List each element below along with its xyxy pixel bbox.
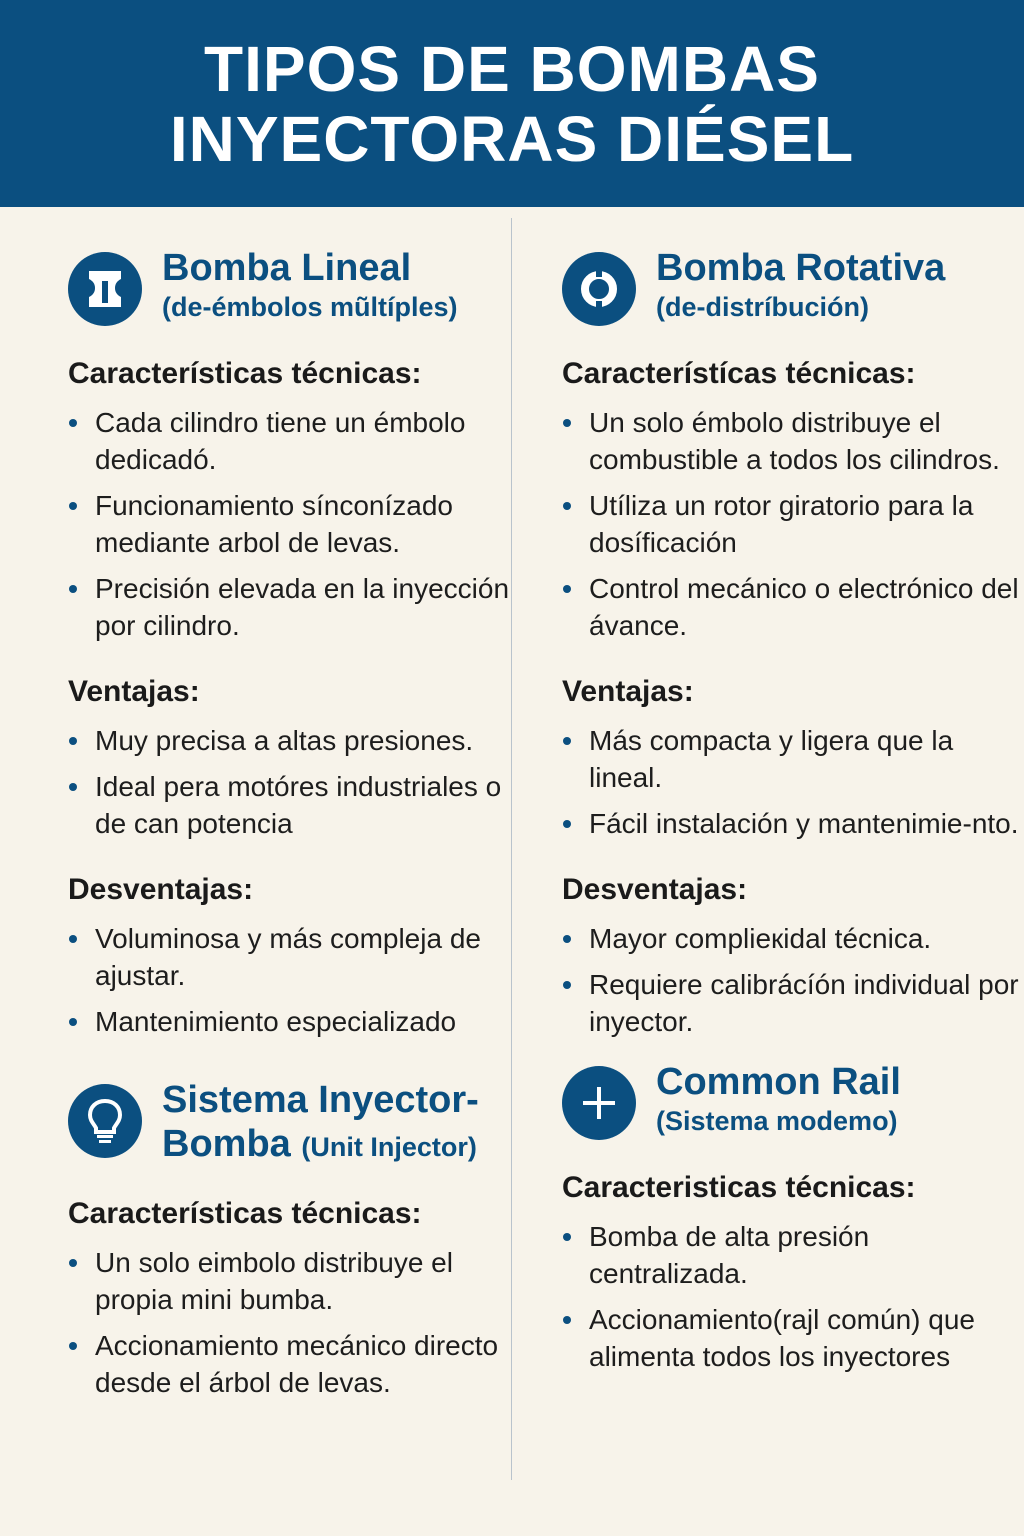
section-title-word: Bomba — [162, 1123, 291, 1165]
section-title: Bomba Rotativa — [656, 247, 946, 289]
section-header — [562, 246, 1022, 326]
caracteristicas-label: Característícas técnicas: — [562, 357, 916, 390]
desventajas-list — [68, 920, 528, 1040]
section-common-rail — [562, 1060, 1022, 1375]
pump-plunger-icon — [68, 252, 142, 326]
section-header — [562, 1060, 1022, 1140]
list-item: Ideal pera motóres industriales o de can potencia — [68, 768, 528, 842]
ventajas-list — [562, 722, 1022, 842]
list-item: Mayor complieкidal técnica. — [562, 920, 1022, 957]
rotor-ring-icon — [562, 252, 636, 326]
caracteristicas-label: Características técnicas: — [68, 1197, 422, 1230]
desventajas-list — [562, 920, 1022, 1040]
lightbulb-icon — [68, 1084, 142, 1158]
caracteristicas-list — [68, 1244, 528, 1401]
list-item: Requiere calibrácíón individual por inyector. — [562, 966, 1022, 1040]
list-item: Voluminosa y más compleja de ajustar. — [68, 920, 528, 994]
list-item: Accionamiento(rajl común) que alimenta todos los inyectores — [562, 1301, 1022, 1375]
list-item: Un solo eimbolo distribuye el propia mini bumba. — [68, 1244, 528, 1318]
page-header — [0, 0, 1024, 207]
section-header — [68, 246, 528, 326]
caracteristicas-label: Características técnicas: — [68, 357, 422, 390]
section-sistema-inyector-bomba — [68, 1078, 528, 1401]
caracteristicas-list — [68, 404, 528, 644]
section-bomba-rotativa — [562, 246, 1022, 1040]
page-title-line-2: INYECTORAS DIÉSEL — [169, 102, 855, 175]
list-item: Control mecánico o electrónico del ávance. — [562, 570, 1022, 644]
list-item: Un solo émbolo distribuye el combustible a todos los cilindros. — [562, 404, 1022, 478]
list-item: Utíliza un rotor giratorio para la dosíficación — [562, 487, 1022, 561]
caracteristicas-label: Caracteristicas técnicas: — [562, 1171, 916, 1204]
section-title-line-2 — [162, 1122, 479, 1166]
list-item: Bomba de alta presión centralizada. — [562, 1218, 1022, 1292]
section-title: Common Rail — [656, 1061, 901, 1103]
list-item: Accionamiento mecánico directo desde el árbol de levas. — [68, 1327, 528, 1401]
ventajas-label: Ventajas: — [562, 675, 694, 708]
right-column — [562, 246, 1022, 1384]
plus-icon — [562, 1066, 636, 1140]
list-item: Fácil instalación y mantenimie-nto. — [562, 805, 1022, 842]
left-column — [68, 246, 528, 1410]
caracteristicas-list — [562, 1218, 1022, 1375]
desventajas-label: Desventajas: — [562, 873, 748, 906]
list-item: Cada cilindro tiene un émbolo dedicadó. — [68, 404, 528, 478]
page-title-line-1: TIPOS DE BOMBAS — [204, 32, 820, 105]
list-item: Precisión elevada en la inyección por cilindro. — [68, 570, 528, 644]
list-item: Muy precisa a altas presiones. — [68, 722, 528, 759]
section-subtitle: (de-émbolos mũltíples) — [162, 292, 458, 322]
section-subtitle: (Unit Injector) — [301, 1132, 477, 1162]
section-bomba-lineal — [68, 246, 528, 1040]
section-title-line-1: Sistema Inyector- — [162, 1079, 479, 1121]
ventajas-list — [68, 722, 528, 842]
section-subtitle: (Sistema modemo) — [656, 1106, 898, 1136]
section-title: Bomba Lineal — [162, 247, 412, 289]
caracteristicas-list — [562, 404, 1022, 644]
section-subtitle: (de-distríbución) — [656, 292, 869, 322]
list-item: Más compacta y ligera que la lineal. — [562, 722, 1022, 796]
ventajas-label: Ventajas: — [68, 675, 200, 708]
section-header — [68, 1078, 528, 1166]
list-item: Funcionamiento sínconízado mediante arbol de levas. — [68, 487, 528, 561]
desventajas-label: Desventajas: — [68, 873, 254, 906]
list-item: Mantenimiento especializado — [68, 1003, 528, 1040]
